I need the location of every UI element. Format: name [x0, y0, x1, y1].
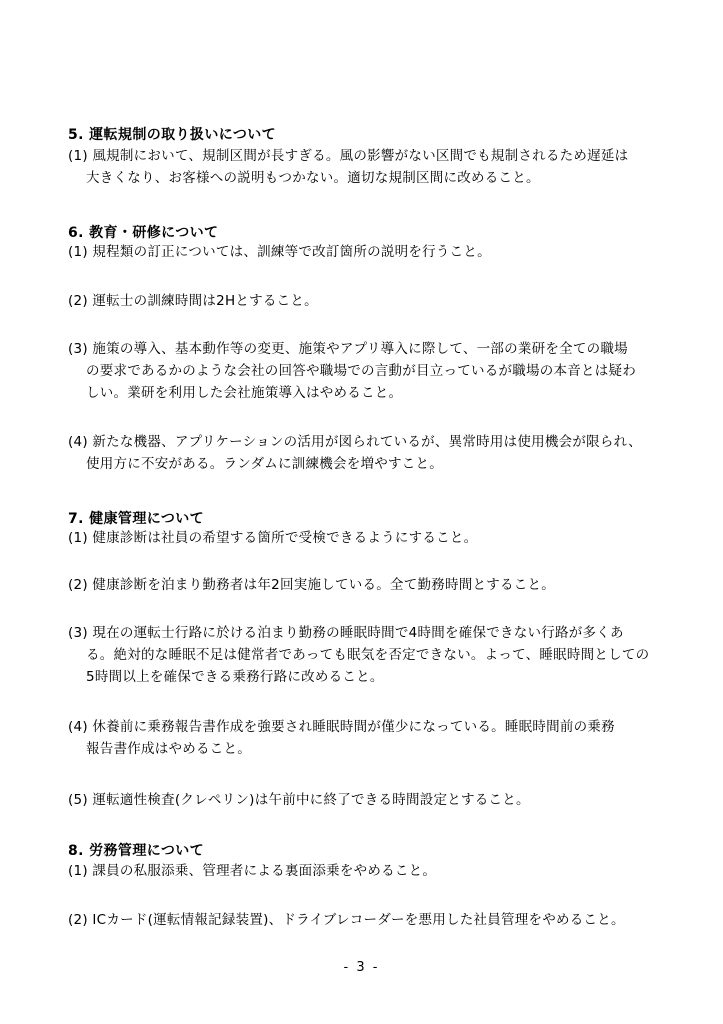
text-line: (3) 施策の導入、基本動作等の変更、施策やアプリ導入に際して、一部の業研を全ての職場 — [68, 341, 628, 357]
section-5-heading: 5. 運転規制の取り扱いについて — [68, 127, 277, 143]
text-line: 5時間以上を確保できる乗務行路に改めること。 — [86, 669, 384, 685]
section-8-item-2 — [68, 909, 668, 931]
section-7-item-4 — [68, 716, 668, 760]
section-7-item-2 — [68, 574, 668, 596]
section-6-item-4 — [68, 431, 668, 475]
text-line: しい。業研を利用した会社施策導入はやめること。 — [86, 385, 403, 401]
section-6-item-2 — [68, 290, 668, 312]
text-line: 使用方に不安がある。ランダムに訓練機会を増やすこと。 — [86, 456, 443, 472]
text-line: (2) ICカード(運転情報記録装置)、ドライブレコーダーを悪用した社員管理をやめること。 — [68, 912, 625, 928]
text-line: (1) 健康診断は社員の希望する箇所で受検できるようにすること。 — [68, 530, 478, 546]
text-line: 大きくなり、お客様への説明もつかない。適切な規制区間に改めること。 — [86, 170, 540, 186]
section-7-item-3 — [68, 622, 668, 688]
section-6-heading: 6. 教育・研修について — [68, 225, 219, 241]
text-line: (1) 課員の私服添乗、管理者による裏面添乗をやめること。 — [68, 863, 437, 879]
section-7-heading: 7. 健康管理について — [68, 511, 205, 527]
section-5-item-1 — [68, 145, 668, 189]
text-line: (2) 運転士の訓練時間は2Hとすること。 — [68, 293, 318, 309]
section-8-heading: 8. 労務管理について — [68, 843, 205, 859]
text-line: (4) 休養前に乗務報告書作成を強要され睡眠時間が僅少になっている。睡眠時間前の乗務 — [68, 719, 615, 735]
text-line: 報告書作成はやめること。 — [86, 741, 251, 757]
text-line: (1) 風規制において、規制区間が長すぎる。風の影響がない区間でも規制されるため遅延は — [68, 148, 629, 164]
text-line: (3) 現在の運転士行路に於ける泊まり勤務の睡眠時間で4時間を確保できない行路が多くあ — [68, 625, 624, 641]
text-line: (5) 運転適性検査(クレペリン)は午前中に終了できる時間設定とすること。 — [68, 792, 530, 808]
section-6-item-3 — [68, 338, 668, 404]
text-line: る。絶対的な睡眠不足は健常者であっても眠気を否定できない。よって、睡眠時間としての — [86, 647, 650, 663]
text-line: (1) 規程類の訂正については、訓練等で改訂箇所の説明を行うこと。 — [68, 244, 491, 260]
text-line: (2) 健康診断を泊まり勤務者は年2回実施している。全て勤務時間とすること。 — [68, 577, 556, 593]
page-number: - 3 - — [343, 960, 380, 975]
section-6-item-1 — [68, 241, 668, 263]
section-8-item-1 — [68, 860, 668, 882]
text-line: (4) 新たな機器、アプリケーションの活用が図られているが、異常時用は使用機会が限られ、 — [68, 434, 642, 450]
section-7-item-5 — [68, 789, 668, 811]
section-7-item-1 — [68, 527, 668, 549]
text-line: の要求であるかのような会社の回答や職場での言動が目立っているが職場の本音とは疑わ — [86, 363, 636, 379]
